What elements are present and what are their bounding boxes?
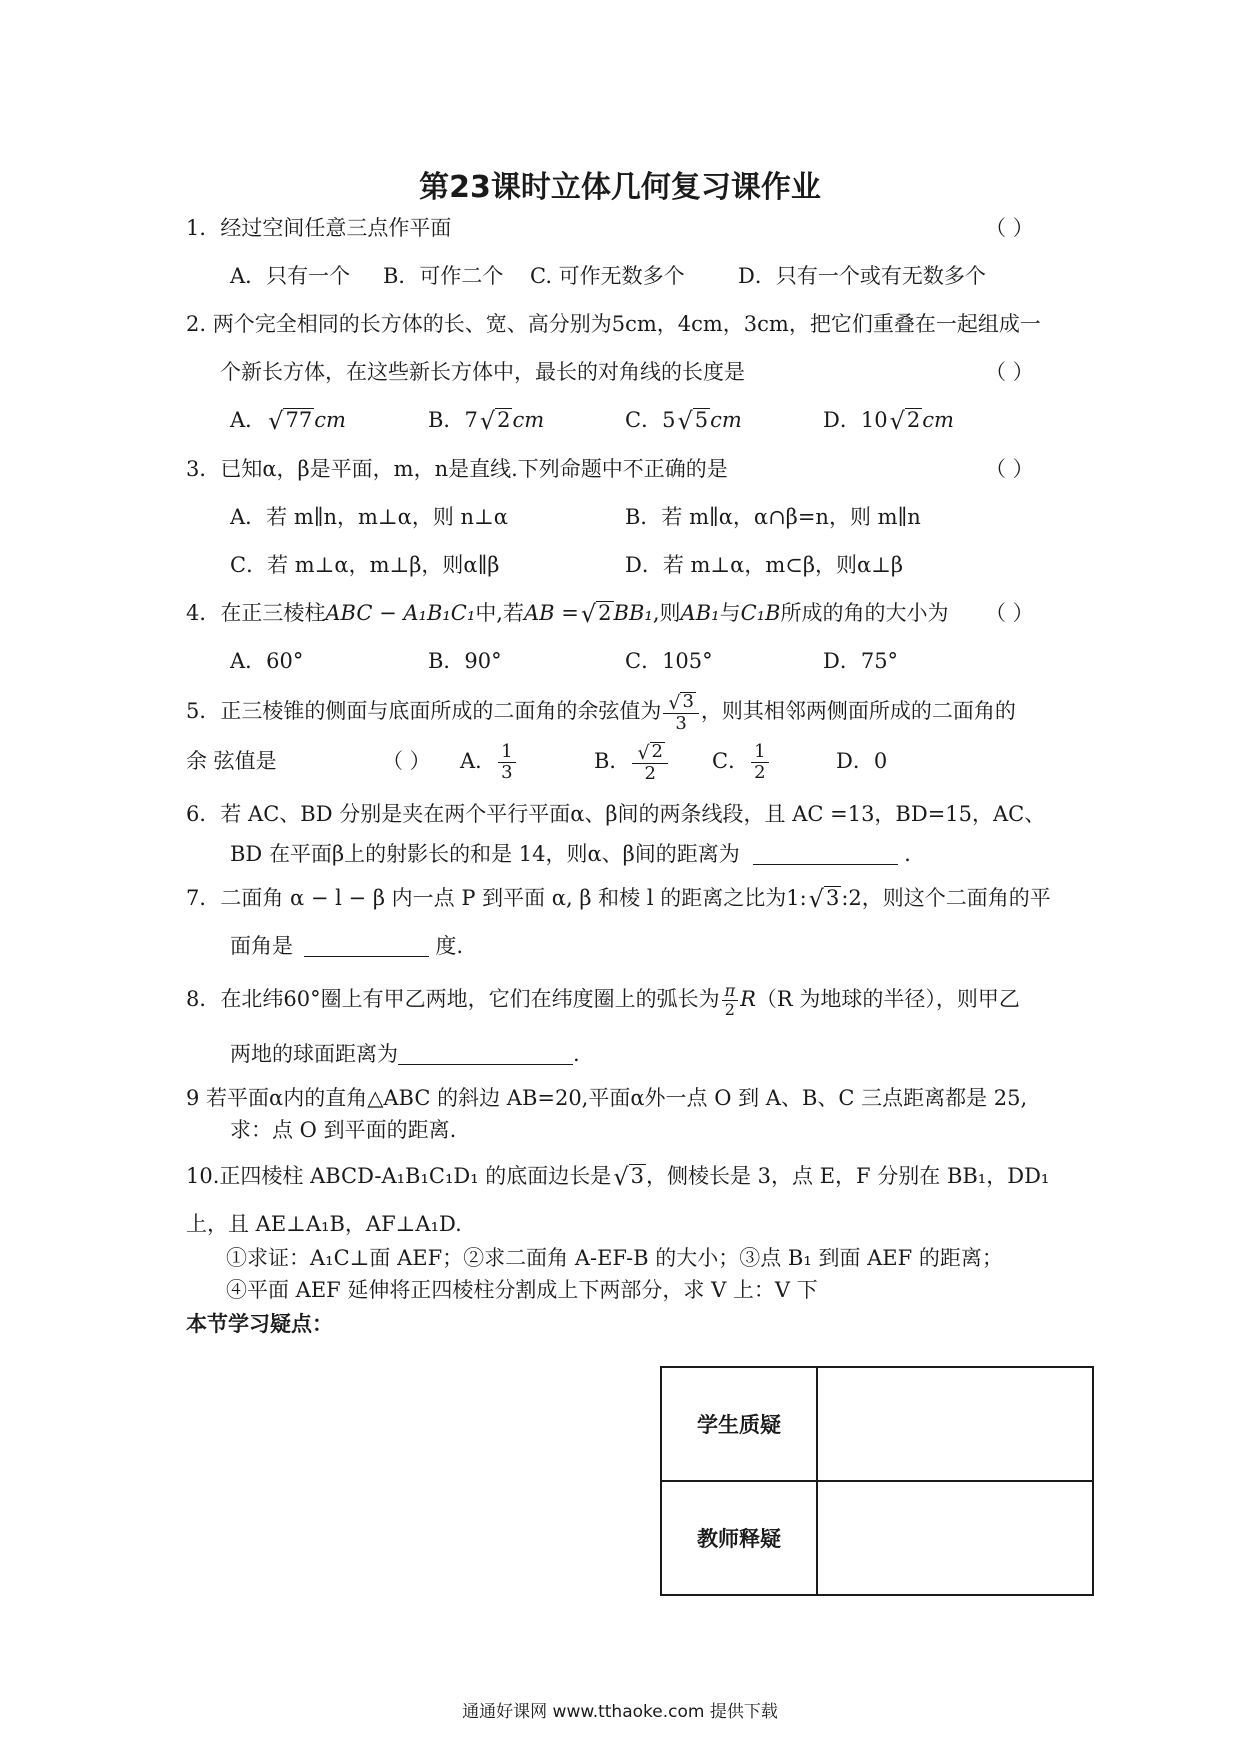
q2-option-a xyxy=(230,406,346,435)
q5-stem-line1 xyxy=(186,688,1016,734)
q4-c1b: C₁B xyxy=(740,601,781,625)
q1-option-c: C. 可作无数多个 xyxy=(530,264,685,288)
sqrt-symbol: √2 xyxy=(580,600,612,628)
q2-option-a-radicand: 77 xyxy=(285,408,313,432)
q10-line1-post: ，侧棱长是 3，点 E，F 分别在 BB₁，DD₁ xyxy=(645,1164,1050,1188)
q8-line2-end: . xyxy=(573,1042,580,1066)
sqrt-symbol: √2 xyxy=(889,407,921,435)
q10-line1-pre: 10.正四棱柱 ABCD-A₁B₁C₁D₁ 的底面边长是 xyxy=(186,1164,612,1188)
q5-cos-radicand: 3 xyxy=(682,690,694,712)
sqrt-symbol: √ 2 xyxy=(637,740,663,764)
q2-option-c xyxy=(625,406,742,435)
q2-option-d-radicand: 2 xyxy=(906,408,921,432)
q4-stem-mid: 中,若 xyxy=(475,601,524,625)
q5-option-c-label: C． xyxy=(712,749,750,773)
q2-option-b-coef: 7 xyxy=(464,408,478,432)
q3-option-a: A．若 m∥n，m⊥α，则 n⊥α xyxy=(230,505,508,529)
q8-line1-pre: 8．在北纬60°圈上有甲乙两地，它们在纬度圈上的弧长为 xyxy=(186,987,720,1011)
page-title: 第23课时立体几何复习课作业 xyxy=(419,170,821,205)
q2-option-a-label: A． xyxy=(230,408,267,432)
q8-arc-num: π xyxy=(722,982,739,1001)
q7-answer-blank[interactable] xyxy=(304,936,429,957)
q5-option-b xyxy=(594,738,670,784)
q5-option-b-label: B． xyxy=(594,749,631,773)
q2-option-b-unit: cm xyxy=(512,408,545,432)
q4-option-d: D．75° xyxy=(823,649,899,673)
q1-option-a: A．只有一个 xyxy=(230,264,351,288)
teacher-answer-label: 教师释疑 xyxy=(661,1481,817,1595)
q4-eq-lhs: AB = xyxy=(524,601,579,625)
q2-option-a-unit: cm xyxy=(314,408,346,432)
q7-radicand: 3 xyxy=(825,886,840,910)
q5-option-b-den: 2 xyxy=(644,762,656,784)
q2-option-d-unit: cm xyxy=(922,408,954,432)
teacher-answer-cell[interactable] xyxy=(817,1481,1093,1595)
q5-line2-pre: 余 弦值是 xyxy=(186,749,277,773)
q7-line1-pre: 7．二面角 α − l − β 内一点 P 到平面 α, β 和棱 l 的距离之比为1: xyxy=(186,886,807,910)
q3-stem: 3．已知α，β是平面，m，n是直线.下列命题中不正确的是 xyxy=(186,457,728,481)
q2-option-c-label: C． xyxy=(625,408,663,432)
q3-answer-paren: （ ） xyxy=(985,457,1034,481)
q5-option-b-fraction xyxy=(632,742,668,784)
table-row xyxy=(661,1481,1093,1595)
q6-answer-blank[interactable] xyxy=(753,844,898,865)
sqrt-symbol: √2 xyxy=(479,407,511,435)
q3-option-d: D．若 m⊥α，m⊂β，则α⊥β xyxy=(625,553,904,577)
q2-option-c-coef: 5 xyxy=(662,408,676,432)
q6-line2-end: ． xyxy=(904,842,926,866)
page-footer: 通通好课网 www.tthaoke.com 提供下载 xyxy=(462,1702,778,1722)
q8-arc-fraction xyxy=(722,982,739,1019)
q5-option-a-den: 3 xyxy=(501,762,513,783)
q8-stem-line1 xyxy=(186,976,1020,1022)
q2-option-c-radicand: 5 xyxy=(694,408,709,432)
section-heading: 本节学习疑点： xyxy=(186,1312,333,1336)
q7-line1-post: :2，则这个二面角的平 xyxy=(841,886,1051,910)
q4-eq-rhs: BB₁ xyxy=(613,601,653,625)
q2-stem-line1: 2. 两个完全相同的长方体的长、宽、高分别为5cm，4cm，3cm，把它们重叠在一起组成一 xyxy=(186,312,1041,336)
q8-arc-radius: R xyxy=(740,987,756,1011)
q7-stem-line2 xyxy=(230,932,463,960)
q4-stem-with: 与 xyxy=(719,601,741,625)
q10-stem-line4: ④平面 AEF 延伸将正四棱柱分割成上下两部分，求 V 上：V 下 xyxy=(226,1278,818,1302)
q5-cos-den: 3 xyxy=(675,712,687,734)
sqrt-symbol: √3 xyxy=(613,1163,644,1191)
q10-stem-line3: ①求证：A₁C⊥面 AEF；②求二面角 A-EF-B 的大小；③点 B₁ 到面 AEF 的距离； xyxy=(226,1246,1003,1270)
q2-option-d xyxy=(823,406,954,435)
q10-stem-line1 xyxy=(186,1162,1049,1191)
student-question-cell[interactable] xyxy=(817,1367,1093,1481)
q5-option-c xyxy=(712,738,771,784)
q4-stem-then: ,则 xyxy=(652,601,681,625)
sqrt-symbol: √5 xyxy=(677,407,709,435)
sqrt-symbol: √ 3 xyxy=(668,690,694,714)
q5-option-b-radicand: 2 xyxy=(651,740,663,762)
q2-option-b-radicand: 2 xyxy=(497,408,511,432)
q5-line1-post: ，则其相邻两侧面所成的二面角的 xyxy=(700,699,1016,723)
q4-eq-radicand: 2 xyxy=(598,601,612,625)
q1-answer-paren: （ ） xyxy=(985,216,1034,240)
q6-stem-line2 xyxy=(230,840,925,868)
q6-stem-line1: 6．若 AC、BD 分别是夹在两个平行平面α、β间的两条线段，且 AC =13，BD=15，AC、 xyxy=(186,802,1046,826)
q2-option-c-unit: cm xyxy=(710,408,742,432)
q5-option-a-label: A． xyxy=(460,749,497,773)
q5-line1-pre: 5．正三棱锥的侧面与底面所成的二面角的余弦值为 xyxy=(186,699,662,723)
q8-stem-line2 xyxy=(230,1040,580,1068)
q7-stem-line1 xyxy=(186,884,1051,913)
q5-stem-line2 xyxy=(186,738,277,784)
q5-answer-paren: （ ） xyxy=(382,749,431,773)
q4-option-b: B．90° xyxy=(428,649,502,673)
q2-option-d-label: D． xyxy=(823,408,861,432)
q4-option-a: A．60° xyxy=(230,649,304,673)
q2-answer-paren: （ ） xyxy=(985,360,1034,384)
q7-line2-end: 度. xyxy=(435,934,464,958)
q5-option-c-fraction xyxy=(751,742,768,783)
q8-line1-post: （R 为地球的半径），则甲乙 xyxy=(755,987,1020,1011)
q10-radicand: 3 xyxy=(630,1164,644,1188)
q5-option-c-num: 1 xyxy=(751,742,768,763)
q4-stem-end: 所成的角的大小为 xyxy=(780,601,949,625)
q1-option-d: D．只有一个或有无数多个 xyxy=(738,264,986,288)
q1-option-b: B．可作二个 xyxy=(383,264,504,288)
q2-option-b xyxy=(428,406,544,435)
q5-option-a xyxy=(460,738,518,784)
q5-option-c-den: 2 xyxy=(754,762,766,783)
q5-option-a-num: 1 xyxy=(498,742,515,763)
q4-ab1: AB₁ xyxy=(680,601,720,625)
q9-stem-line1: 9 若平面α内的直角△ABC 的斜边 AB=20,平面α外一点 O 到 A、B、C 三点距离都是 25, xyxy=(186,1086,1028,1110)
student-question-label: 学生质疑 xyxy=(661,1367,817,1481)
q3-option-c: C．若 m⊥α，m⊥β，则α∥β xyxy=(230,553,500,577)
q2-option-b-label: B． xyxy=(428,408,465,432)
table-row xyxy=(661,1367,1093,1481)
q7-line2-pre: 面角是 xyxy=(230,934,293,958)
q8-line2-pre: 两地的球面距离为 xyxy=(230,1042,398,1066)
q6-line2-pre: BD 在平面β上的射影长的和是 14，则α、β间的距离为 xyxy=(230,842,740,866)
q5-option-d: D．0 xyxy=(836,749,888,773)
q8-answer-blank[interactable] xyxy=(398,1044,573,1065)
sqrt-symbol: √77 xyxy=(268,407,313,435)
q4-option-c: C．105° xyxy=(625,649,713,673)
q4-stem xyxy=(186,599,948,628)
sqrt-symbol: √3 xyxy=(808,885,840,913)
q3-option-b: B．若 m∥α，α∩β=n，则 m∥n xyxy=(625,505,921,529)
q5-option-a-fraction xyxy=(498,742,515,783)
q5-cos-fraction xyxy=(663,692,699,734)
q1-stem: 1．经过空间任意三点作平面 xyxy=(186,216,452,240)
q8-arc-den: 2 xyxy=(724,1000,735,1019)
q4-answer-paren: （ ） xyxy=(985,601,1034,625)
q2-stem-line2: 个新长方体，在这些新长方体中，最长的对角线的长度是 xyxy=(220,360,745,384)
q4-stem-pre: 4．在正三棱柱 xyxy=(186,601,326,625)
q9-stem-line2: 求：点 O 到平面的距离. xyxy=(230,1118,457,1142)
question-answer-table xyxy=(660,1366,1094,1596)
q10-stem-line2: 上，且 AE⊥A₁B，AF⊥A₁D. xyxy=(186,1212,462,1236)
q2-option-d-coef: 10 xyxy=(860,408,888,432)
q4-prism: ABC − A₁B₁C₁ xyxy=(325,601,476,625)
